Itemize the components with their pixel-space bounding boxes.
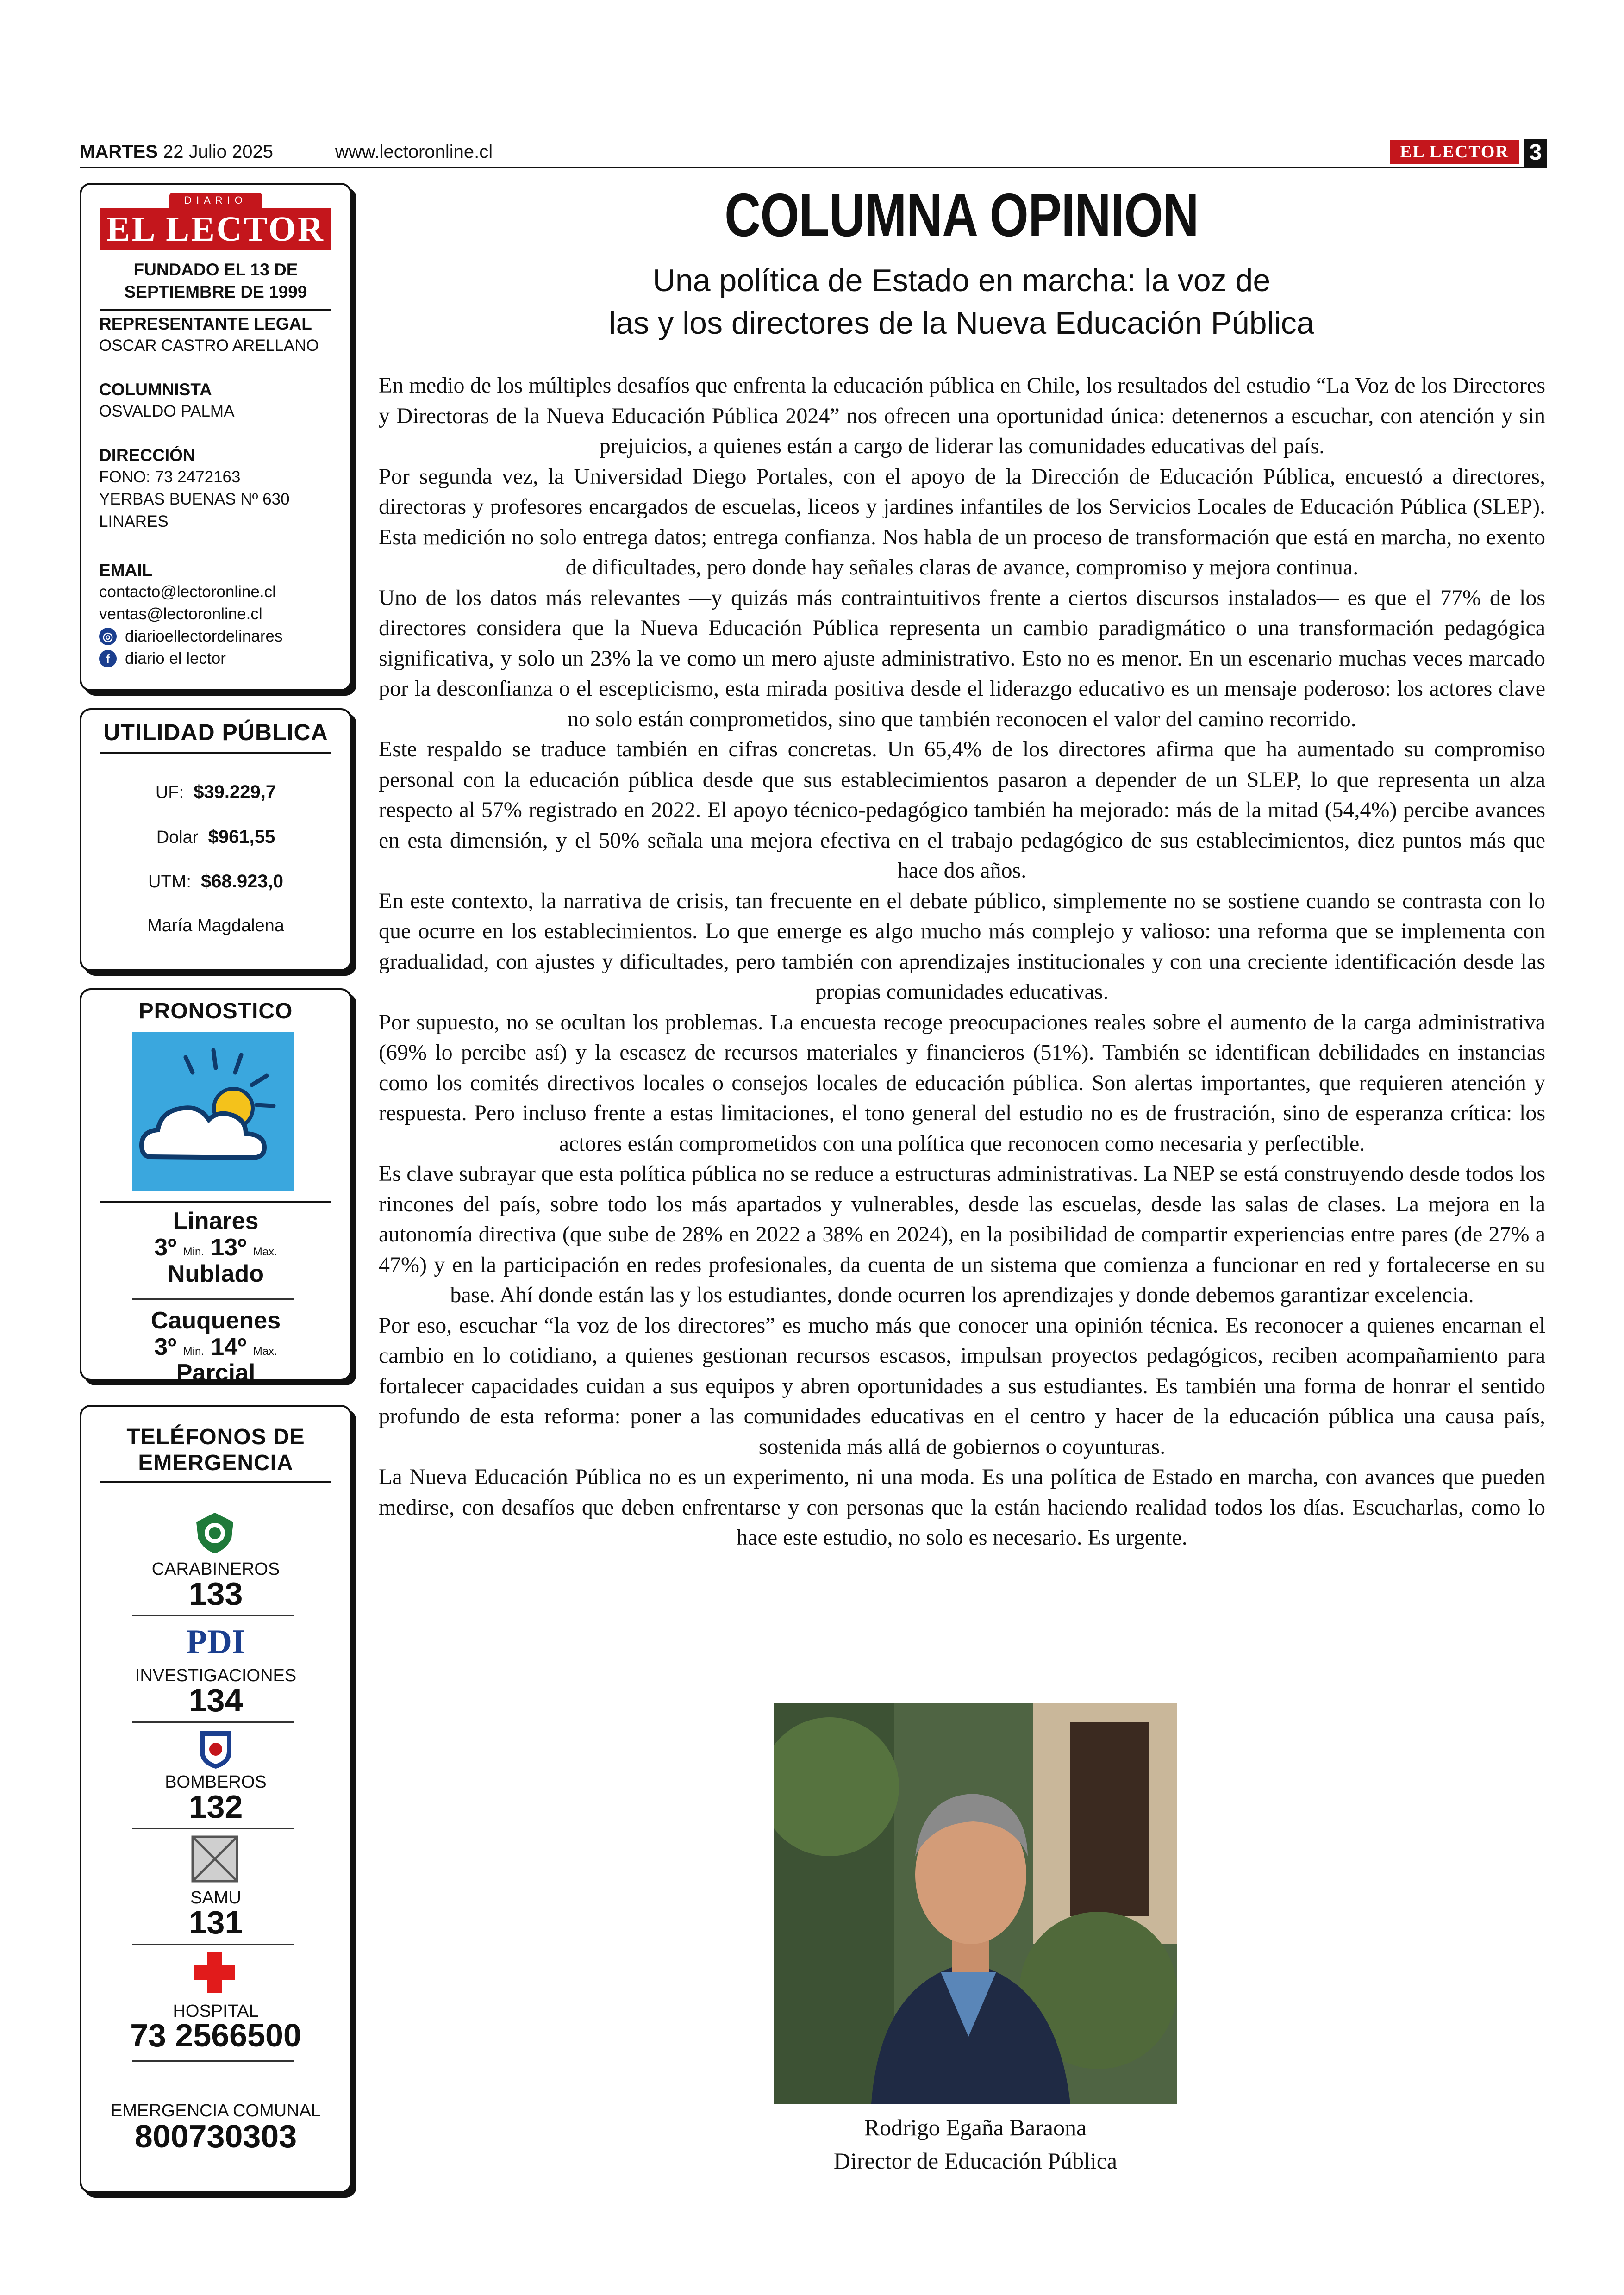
- pdi-number[interactable]: 134: [188, 1682, 243, 1718]
- article-paragraph: Es clave subrayar que esta política pública no se reduce a estructuras administrativas. La NEP se está construyendo desde todos los rincones del país, sobre todo los más apartados y vulnerables, desde las escuelas, desde las salas de clases. La mejora en la autonomía directiva (que sube de 28% en 2022 a 38% en 2024), en la posibilidad de compartir experiencias entre pares (de 27% a 47%) y en la participación en redes profesionales, da cuenta de un sistema que comienza a funcionar en red y fortalecerse en su base. Ahí donde están las y los estudiantes, donde ocurren los aprendizajes y donde debemos garantizar excelencia.: [379, 1161, 1545, 1307]
- red-cross-icon: [193, 1951, 237, 1995]
- emergency-separator: [132, 1944, 294, 1945]
- partly-cloudy-icon: [132, 1032, 294, 1191]
- header-logo: EL LECTOR: [1390, 140, 1519, 164]
- article-paragraph: Uno de los datos más relevantes —y quizás más contraintuitivos frente a ciertos discursos instalados— es que el 77% de los directores considera que la Nueva Educación Pública representa un cambio paradigmático o una transformación pedagógica significativa, y solo un 23% la ve como un mero ajuste administrativo. Esto no es menor. En un escenario muchas veces marcado por la desconfianza o el escepticismo, esta mirada positiva desde el liderazgo educativo es un mensaje poderoso: los actores clave no solo están comprometidos, sino que también reconocen el valor del camino recorrido.: [379, 585, 1545, 731]
- uf-row: UF: $39.229,7: [155, 782, 276, 802]
- linares-state: Nublado: [168, 1260, 264, 1287]
- forecast-title: PRONOSTICO: [138, 999, 293, 1023]
- pdi-logo: PDI: [186, 1623, 245, 1661]
- dolar-row: Dolar $961,55: [156, 827, 275, 847]
- legal-rep-name: OSCAR CASTRO ARELLANO: [99, 337, 319, 355]
- email-label: EMAIL: [99, 561, 153, 580]
- phone-number: FONO: 73 2472163: [99, 468, 241, 486]
- emergency-separator: [132, 1615, 294, 1616]
- saint-of-day: María Magdalena: [147, 916, 284, 935]
- article-paragraph: En medio de los múltiples desafíos que enfrenta la educación pública en Chile, los resultados del estudio “La Voz de los Directores y Directoras de la Nueva Educación Pública 2024” nos ofrecen una oportunidad única: detenernos a escuchar, con atención y sin prejuicios, a quienes están a cargo de liderar las comunidades educativas del país.: [379, 373, 1545, 458]
- utm-row: UTM: $68.923,0: [148, 871, 283, 892]
- instagram-icon: ◎: [99, 628, 117, 645]
- email-contacto[interactable]: contacto@lectoronline.cl: [99, 583, 276, 601]
- newspaper-logo: EL LECTOR: [100, 208, 331, 250]
- forecast-separator: [132, 1298, 294, 1300]
- columnist-label: COLUMNISTA: [99, 380, 212, 399]
- article-body: [379, 370, 1545, 1553]
- emergency-separator: [132, 1721, 294, 1723]
- city-cauquenes: Cauquenes: [150, 1307, 281, 1334]
- article-paragraph: La Nueva Educación Pública no es un experimento, ni una moda. Es una política de Estado en marcha, con avances que pueden medirse, con desafíos que deben enfrentarse y con personas que la están haciendo realidad todos los días. Escucharlas, como lo hace este estudio, no solo es necesario. Es urgente.: [379, 1465, 1545, 1550]
- emergency-divider: [100, 1481, 331, 1483]
- email-section: [99, 560, 335, 670]
- samu-number[interactable]: 131: [188, 1904, 243, 1940]
- article-paragraph: Este respaldo se traduce también en cifras concretas. Un 65,4% de los directores afirma que ha aumentado su compromiso personal con la educación pública desde que sus establecimientos pasaron a depender de un SLEP, lo que representa un alza respecto al 57% registrado en 2022. El apoyo técnico-pedagógico también ha mejorado: más de la mitad (54,4%) percibe avances en esta dimensión, y el 50% señala una mejora efectiva en el trabajo pedagógico de sus establecimientos, diez puntos más que hace dos años.: [379, 737, 1545, 883]
- emergency-box: [80, 1405, 352, 2193]
- columnist-section: [99, 379, 335, 423]
- hospital-number[interactable]: 73 2566500: [130, 2017, 301, 2053]
- columnist-name: OSVALDO PALMA: [99, 402, 235, 420]
- hospital-label: HOSPITAL: [173, 2002, 259, 2021]
- legal-rep-label: REPRESENTANTE LEGAL: [99, 314, 312, 333]
- headline-line-1: Una política de Estado en marcha: la voz de: [652, 263, 1271, 298]
- article-paragraph: Por eso, escuchar “la voz de los directores” es mucho más que conocer una opinión técnica. Es reconocer a quienes encarnan el cambio en lo cotidiano, a quienes gestionan recursos escasos, impulsan proyectos pedagógicos, reciben acompañamiento para fortalecer capacidades cuidan a sus equipos y abren oportunidades a sus estudiantes. Es también una forma de honrar el sentido profundo de esta reforma: poner a las comunidades educativas en el centro y hacer de la educación pública una causa país, sostenida más allá de gobiernos o coyunturas.: [379, 1313, 1545, 1459]
- forecast-divider: [100, 1201, 331, 1203]
- masthead-box: [80, 183, 352, 691]
- city-linares: Linares: [173, 1208, 259, 1235]
- page-header: [80, 139, 1547, 168]
- cauquenes-temps: 3º Min. 14º Max.: [154, 1334, 277, 1360]
- bomberos-icon: [197, 1726, 234, 1770]
- utility-divider: [100, 752, 331, 754]
- bomberos-label: BOMBEROS: [165, 1772, 267, 1792]
- samu-label: SAMU: [190, 1888, 241, 1908]
- logo-diario: DIARIO: [169, 193, 262, 208]
- article-paragraph: En este contexto, la narrativa de crisis, tan frecuente en el debate público, simplemente no se sostiene cuando se contrasta con lo que ocurre en los establecimientos. Lo que emerge es algo mucho más complejo y valioso: una reforma que se implementa con gradualidad, con ajustes y dificultades, pero también con aprendizajes institucionales y con una creciente identificación desde las propias comunidades educativas.: [379, 888, 1545, 1004]
- article-paragraph: Por segunda vez, la Universidad Diego Portales, con el apoyo de la Dirección de Educación Pública, encuestó a directores, directoras y profesores encargados de escuelas, liceos y jardines infantiles de los Servicios Locales de Educación Pública (SLEP). Esta medición no solo entrega datos; entrega confianza. Nos habla de un proceso de transformación que está en marcha, no exento de dificultades, pero donde hay señales claras de avance, compromiso y mejora continua.: [379, 464, 1545, 580]
- comunal-label: EMERGENCIA COMUNAL: [111, 2101, 321, 2120]
- website-url[interactable]: www.lectoronline.cl: [335, 142, 493, 162]
- emergency-separator: [132, 1828, 294, 1829]
- founded-text: FUNDADO EL 13 DE SEPTIEMBRE DE 1999: [124, 260, 307, 301]
- legal-rep-section: [99, 313, 335, 357]
- carabineros-number[interactable]: 133: [188, 1576, 243, 1612]
- divider: [100, 309, 331, 311]
- page-number: 3: [1524, 139, 1547, 167]
- facebook-icon: f: [99, 650, 117, 667]
- carabineros-icon: [193, 1511, 237, 1555]
- section-title: COLUMNA OPINION: [725, 181, 1199, 249]
- comunal-number[interactable]: 800730303: [134, 2118, 297, 2154]
- linares-temps: 3º Min. 13º Max.: [154, 1234, 277, 1261]
- city: LINARES: [99, 512, 169, 530]
- emergency-title: TELÉFONOS DE EMERGENCIA: [126, 1425, 305, 1475]
- article-headline: [376, 259, 1547, 344]
- emergency-separator: [132, 2060, 294, 2062]
- facebook-handle: diario el lector: [125, 649, 226, 667]
- address-section: [99, 445, 335, 533]
- issue-date: MARTES 22 Julio 2025: [80, 142, 273, 162]
- pdi-label: INVESTIGACIONES: [135, 1666, 297, 1685]
- facebook-link[interactable]: [99, 648, 335, 670]
- email-ventas[interactable]: ventas@lectoronline.cl: [99, 605, 262, 623]
- address-label: DIRECCIÓN: [99, 446, 195, 465]
- photo-caption: [654, 2111, 1297, 2177]
- carabineros-label: CARABINEROS: [151, 1559, 280, 1579]
- headline-line-2: las y los directores de la Nueva Educación Pública: [609, 306, 1314, 341]
- forecast-box: [80, 988, 352, 1386]
- cauquenes-state: Parcial: [176, 1360, 256, 1386]
- author-title: Director de Educación Pública: [833, 2148, 1118, 2174]
- bomberos-number[interactable]: 132: [188, 1789, 243, 1825]
- street-address: YERBAS BUENAS Nº 630: [99, 490, 290, 508]
- samu-icon: [191, 1835, 239, 1883]
- utility-title: UTILIDAD PÚBLICA: [103, 719, 328, 745]
- article-paragraph: Por supuesto, no se ocultan los problemas. La encuesta recoge preocupaciones reales sobre el aumento de la carga administrativa (69% lo percibe así) y la escasez de recursos materiales y financieros (51%). También se identifican debilidades en instancias como los comités directivos locales o consejos locales de educación pública. Son alertas importantes, que requieren atención y respuesta. Pero incluso frente a estas limitaciones, el tono general del estudio no es de frustración, sino de esperanza crítica: los actores están comprometidos con una política que reconocen como necesaria y perfectible.: [379, 1010, 1545, 1156]
- author-name: Rodrigo Egaña Baraona: [864, 2114, 1087, 2140]
- instagram-handle: diarioellectordelinares: [125, 627, 283, 645]
- instagram-link[interactable]: [99, 625, 335, 648]
- utility-box: [80, 708, 352, 971]
- author-photo: [774, 1703, 1177, 2104]
